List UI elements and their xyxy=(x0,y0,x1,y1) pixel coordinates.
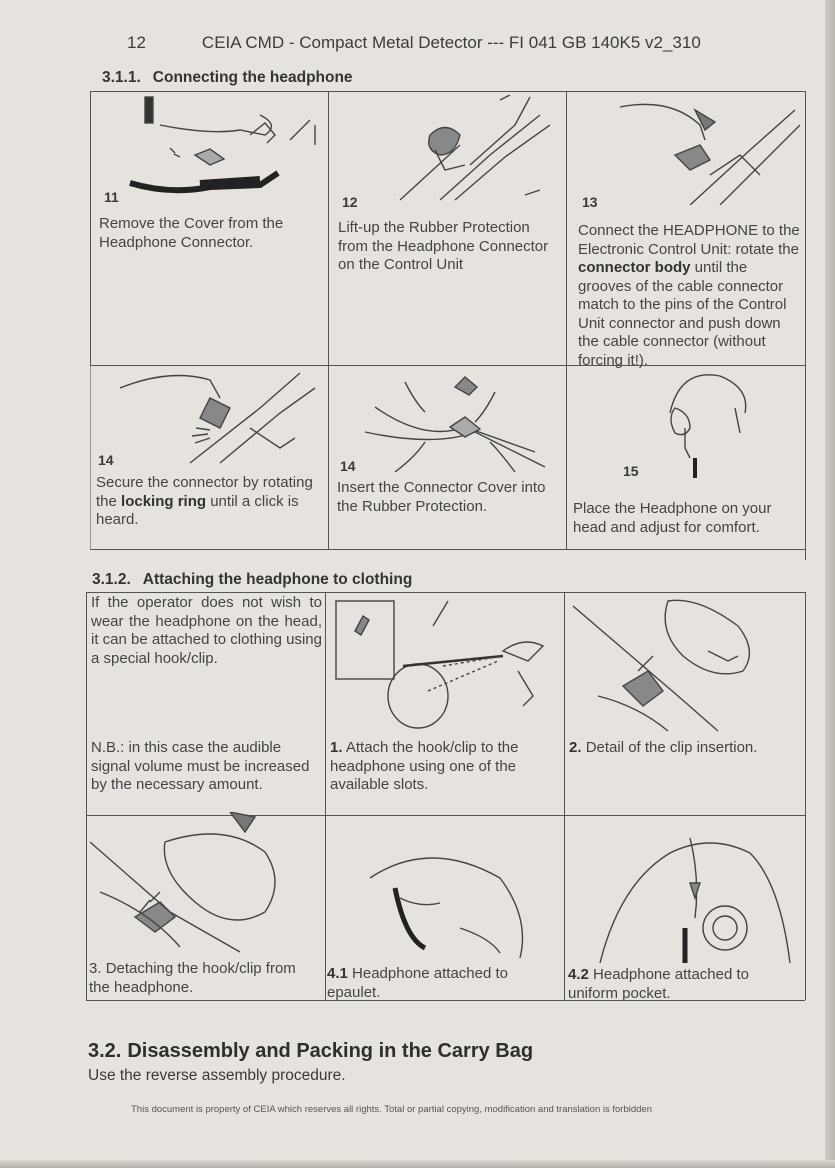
step-14b-number: 14 xyxy=(340,458,356,474)
clip-step-41-num: 4.1 xyxy=(327,965,348,982)
section-number: 3.1.1. xyxy=(102,69,141,86)
table1-bottom-border xyxy=(90,549,805,550)
section-title: Attaching the headphone to clothing xyxy=(142,571,413,588)
step-14a-number: 14 xyxy=(98,452,114,468)
clip-step-1-label: Attach the hook/clip to the headphone using one of the available slots. xyxy=(330,739,519,793)
step-14a-text xyxy=(96,474,322,530)
step-13-text-before: Connect the HEADPHONE to the Electronic Control Unit: rotate the xyxy=(578,222,800,258)
step-11-number: 11 xyxy=(104,189,119,205)
illustration-remove-cover xyxy=(100,95,320,200)
section-number: 3.2. xyxy=(88,1040,122,1062)
clip-step-42-num: 4.2 xyxy=(568,966,589,983)
illustration-detach-clip xyxy=(90,812,320,957)
clip-step-2-text xyxy=(569,739,801,758)
illustration-lift-rubber xyxy=(340,95,560,203)
document-title: CEIA CMD - Compact Metal Detector --- FI 041 GB 140K5 v2_310 xyxy=(201,33,701,52)
illustration-connect-headphone xyxy=(580,95,800,205)
step-13-text-after: until the grooves of the cable connector match to the pins of the Control Unit connector and push down the cable connector (without forcing it!). xyxy=(578,259,787,369)
clip-step-2-num: 2. xyxy=(569,739,582,756)
step-15-text: Place the Headphone on your head and adjust for comfort. xyxy=(573,500,772,536)
step-13-text xyxy=(578,222,803,370)
clip-step-41-label: Headphone attached to epaulet. xyxy=(327,965,508,1001)
section-heading-32 xyxy=(88,1040,533,1063)
page-header xyxy=(127,33,701,53)
clip-step-42-text xyxy=(568,966,800,1003)
table1-left-border-lower xyxy=(90,366,91,549)
table2-col-divider-1 xyxy=(325,592,326,1000)
section-title: Connecting the headphone xyxy=(152,69,353,86)
illustration-pocket xyxy=(590,818,800,963)
step-14a-text-bold: locking ring xyxy=(121,492,207,510)
page-number: 12 xyxy=(127,33,146,52)
table2-top-border xyxy=(86,592,805,593)
step-13-number: 13 xyxy=(582,194,598,210)
illustration-epaulet xyxy=(340,818,560,958)
step-14a-text-before: Secure the connector by rotating the xyxy=(96,474,313,510)
step-14a-text-after: until a click is heard. xyxy=(96,492,299,528)
table1-left-border-upper xyxy=(90,91,91,365)
step-13-text-bold: connector body xyxy=(578,259,691,276)
copyright-footer: This document is property of CEIA which reserves all rights. Total or partial copying, modification and translation is forbidden xyxy=(131,1104,652,1115)
section-number: 3.1.2. xyxy=(92,571,131,588)
clip-step-42-label: Headphone attached to uniform pocket. xyxy=(568,966,749,1002)
table1-right-border xyxy=(805,91,806,560)
step-14b-text: Insert the Connector Cover into the Rubber Protection. xyxy=(337,479,546,515)
illustration-attach-clip xyxy=(333,596,561,734)
table2-left-border xyxy=(86,592,87,1000)
table2-right-border xyxy=(805,592,806,1000)
step-12-text: Lift-up the Rubber Protection from the Headphone Connector on the Control Unit xyxy=(338,219,549,273)
step-12-number: 12 xyxy=(342,194,358,210)
illustration-insert-cover xyxy=(345,372,555,472)
table1-top-border xyxy=(90,91,805,92)
volume-note-text: N.B.: in this case the audible signal volume must be increased by the necessary amount. xyxy=(91,739,310,793)
page-edge-shadow xyxy=(825,0,835,1168)
page-bottom-shadow xyxy=(0,1160,835,1168)
clip-step-41-text xyxy=(327,965,557,1002)
section-heading-312 xyxy=(92,571,412,589)
clip-step-1-num: 1. xyxy=(330,739,343,756)
clip-intro-text: If the operator does not wish to wear the headphone on the head, it can be attached to clothing using a special hook/clip. xyxy=(91,594,322,667)
step-11-text: Remove the Cover from the Headphone Connector. xyxy=(99,215,284,251)
illustration-locking-ring xyxy=(110,368,320,468)
section-title: Disassembly and Packing in the Carry Bag xyxy=(127,1040,534,1062)
clip-step-3-label: Detaching the hook/clip from the headphone. xyxy=(89,960,296,996)
clip-step-1-text xyxy=(330,739,560,795)
table2-col-divider-2 xyxy=(564,592,565,1000)
table1-col-divider-2 xyxy=(566,91,567,549)
clip-step-2-label: Detail of the clip insertion. xyxy=(585,739,758,756)
illustration-clip-detail xyxy=(568,596,800,736)
clip-step-3-num: 3. xyxy=(89,960,102,977)
table1-col-divider-1 xyxy=(328,91,329,549)
section-heading-311 xyxy=(102,69,353,87)
clip-step-3-text xyxy=(89,960,319,997)
step-15-number: 15 xyxy=(623,463,639,479)
section-32-text: Use the reverse assembly procedure. xyxy=(88,1067,346,1084)
